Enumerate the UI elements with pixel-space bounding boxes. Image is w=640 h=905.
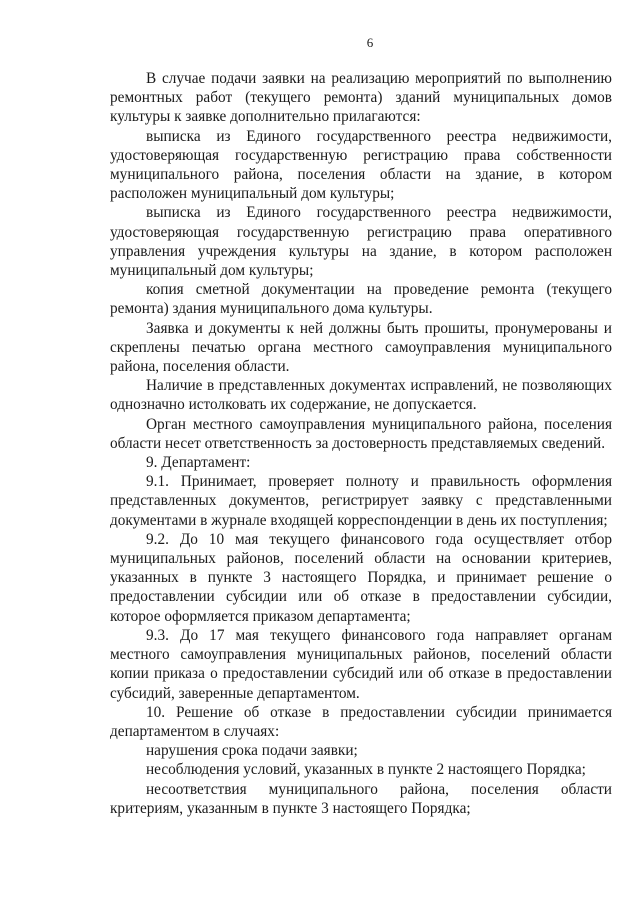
paragraph-department-heading: 9. Департамент: <box>146 454 251 472</box>
paragraph-registry-operational: выписка из Единого государственного реестра недвижимости, удостоверяющая государственную регистрацию права оперативного управления учреждения культуры на здание, в котором расположен муниципальный дом культуры; <box>110 204 612 280</box>
paragraph-registry-ownership: выписка из Единого государственного реестра недвижимости, удостоверяющая государственную регистрацию права собственности муниципального района, поселения области на здание, в котором расположен муниципальный дом культуры; <box>110 127 612 203</box>
paragraph-conditions-noncompliance: несоблюдения условий, указанных в пункте 2 настоящего Порядка; <box>146 761 586 779</box>
paragraph-9-1: 9.1. Принимает, проверяет полноту и правильность оформления представленных документов, регистрирует заявку с представленными документами в журнале входящей корреспонденции в день их поступления; <box>110 473 612 529</box>
page-number: 6 <box>366 35 374 50</box>
paragraph-10: 10. Решение об отказе в предоставлении субсидии принимается департаментом в случаях: <box>110 703 612 740</box>
paragraph-criteria-mismatch: несоответствия муниципального района, поселения области критериям, указанным в пункте 3 настоящего Порядка; <box>110 780 612 817</box>
paragraph-corrections: Наличие в представленных документах исправлений, не позволяющих однозначно истолковать их содержание, не допускается. <box>110 377 612 414</box>
paragraph-estimate-copy: копия сметной документации на проведение ремонта (текущего ремонта) здания муниципального дома культуры. <box>110 281 612 318</box>
document-body <box>110 69 612 818</box>
paragraph-responsibility: Орган местного самоуправления муниципального района, поселения области несет ответственность за достоверность представляемых сведений. <box>110 415 612 452</box>
paragraph-9-2: 9.2. До 10 мая текущего финансового года осуществляет отбор муниципальных районов, поселений области на основании критериев, указанных в пункте 3 настоящего Порядка, и принимает решение о предоставлении субсидии или об отказе в предоставлении субсидии, которое оформляется приказом департамента; <box>110 530 612 625</box>
paragraph-binding: Заявка и документы к ней должны быть прошиты, пронумерованы и скреплены печатью органа местного самоуправления муниципального района, поселения области. <box>110 319 612 376</box>
paragraph-9-3: 9.3. До 17 мая текущего финансового года направляет органам местного самоуправления муниципальных районов, поселений области копии приказа о предоставлении субсидий или об отказе в предоставлении субсидий, заверенные департаментом. <box>110 626 612 702</box>
paragraph-application-extra: В случае подачи заявки на реализацию мероприятий по выполнению ремонтных работ (текущего ремонта) зданий муниципальных домов культуры к заявке дополнительно прилагаются: <box>110 70 612 126</box>
paragraph-deadline-violation: нарушения срока подачи заявки; <box>146 742 358 760</box>
